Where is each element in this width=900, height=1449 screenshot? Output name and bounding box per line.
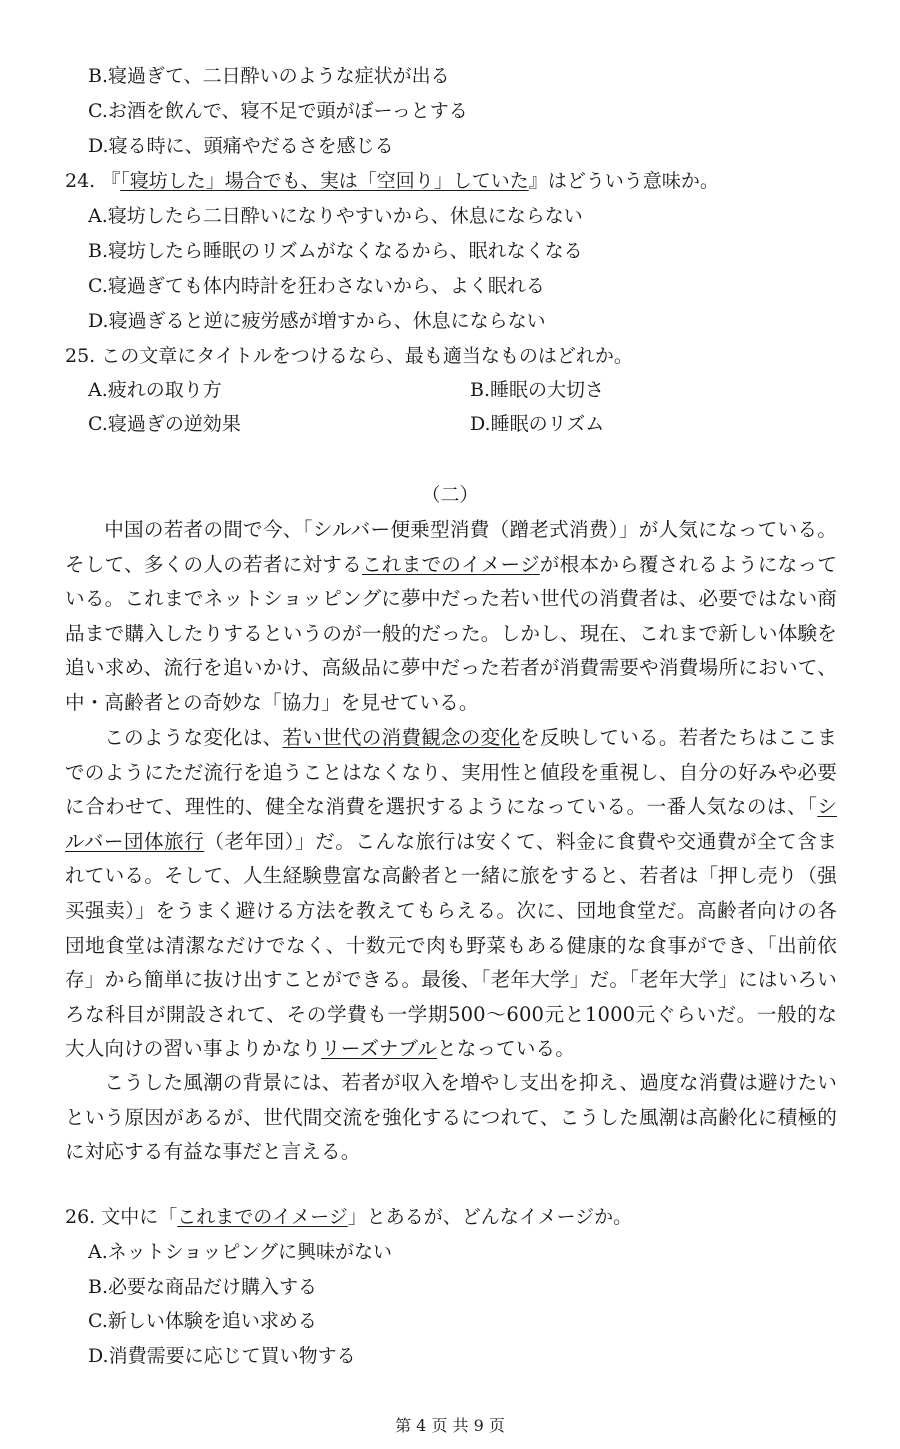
q23-option-b: B.寝過ぎて、二日酔いのような症状が出る: [88, 65, 450, 87]
passage-paragraph-3: こうした風潮の背景には、若者が収入を増やし支出を抑え、過度な消費は避けたいという原因があるが、世代間交流を強化するにつれて、こうした風潮は高齢化に積極的に対応する有益な事だと言える。: [65, 1071, 837, 1164]
q26-option-c: C.新しい体験を追い求める: [88, 1310, 317, 1332]
q24-quote-open: 『: [101, 170, 121, 192]
underlined-phrase-consumption-change: 若い世代の消費観念の変化: [282, 726, 521, 749]
q26-prefix: 26. 文中に「: [65, 1206, 178, 1228]
underlined-phrase-image: これまでのイメージ: [361, 552, 540, 576]
passage-paragraph-1: [65, 513, 837, 721]
passage-p1-text-b: が根本から覆されるようになっている。これまでネットショッピングに夢中だった若い世代の消費者は、必要ではない商品まで購入したりするというのが一般的だった。しかし、現在、これまで新しい体験を追い求め、流行を追いかけ、高級品に夢中だった若者が消費需要や消費場所において、中・高齢者との奇妙な「協力」を見せている。: [65, 552, 838, 714]
q25-option-a: A.疲れの取り方: [88, 379, 222, 401]
q26-option-b: B.必要な商品だけ購入する: [88, 1276, 318, 1298]
q23-option-d: D.寝る時に、頭痛やだるさを感じる: [88, 135, 394, 157]
passage-p2-text-c: （老年団）」だ。こんな旅行は安くて、料金に食費や交通費が全て含まれている。そして、人生経験豊富な高齢者と一緒に旅をすると、若者は「押し売り（强买强卖）」をうまく避ける方法を教えてもらえる。次に、団地食堂だ。高齢者向けの各団地食堂は清潔なだけでなく、十数元で肉も野菜もある健康的な食事ができ、「出前依存」から簡単に抜け出すことができる。最後、「老年大学」だ。「老年大学」にはいろいろな科目が開設されて、その学費も一学期500～600元と1000元ぐらいだ。一般的な大人向けの習い事よりかなり: [65, 829, 837, 1061]
q25-option-b: B.睡眠の大切さ: [470, 379, 605, 401]
passage-paragraph-2: [65, 721, 837, 1067]
q24-stem: [65, 169, 719, 193]
q25-option-d: D.睡眠のリズム: [470, 413, 605, 435]
q24-question-text: はどういう意味か。: [547, 170, 719, 192]
q26-option-d: D.消費需要に応じて買い物する: [88, 1345, 356, 1367]
q24-option-b: B.寝坊したら睡眠のリズムがなくなるから、眠れなくなる: [88, 240, 583, 262]
underlined-phrase-reasonable: リーズナブル: [321, 1037, 438, 1061]
passage-p2-text-a: このような変化は、: [104, 726, 283, 749]
q24-number: 24.: [65, 170, 96, 192]
q26-option-a: A.ネットショッピングに興味がない: [88, 1241, 393, 1263]
q26-suffix: 」とあるが、どんなイメージか。: [347, 1206, 633, 1228]
q24-option-d: D.寝過ぎると逆に疲労感が増すから、休息にならない: [88, 310, 546, 332]
q26-underlined-phrase: これまでのイメージ: [177, 1206, 348, 1228]
q25-stem: 25. この文章にタイトルをつけるなら、最も適当なものはどれか。: [65, 345, 633, 367]
q24-underlined-quote: 「寝坊した」場合でも、実は「空回り」していた: [120, 170, 529, 192]
q24-quote-close: 』: [528, 170, 548, 192]
passage-p2-text-b: を反映している。若者たちはここまでのようにただ流行を追うことはなくなり、実用性と値段を重視し、自分の好みや必要に合わせて、理性的、健全な消費を選択するようになっている。一番人気なのは、「: [65, 726, 837, 819]
underlined-phrase-silver-tour: シルバー団体旅行: [65, 795, 837, 853]
section-title: （二）: [421, 484, 479, 506]
passage-p2-text-d: となっている。: [437, 1037, 575, 1061]
q26-stem: [65, 1205, 632, 1229]
passage-p1-text-a: 中国の若者の間で今、「シルバー便乗型消費（蹭老式消费）」が人気になっている。そして、多くの人の若者に対する: [65, 518, 837, 576]
page-footer: 第 4 页 共 9 页: [395, 1416, 505, 1435]
q23-option-c: C.お酒を飲んで、寝不足で頭がぼーっとする: [88, 100, 468, 122]
q24-option-c: C.寝過ぎても体内時計を狂わさないから、よく眠れる: [88, 275, 545, 297]
q24-option-a: A.寝坊したら二日酔いになりやすいから、休息にならない: [88, 205, 583, 227]
q25-option-c: C.寝過ぎの逆効果: [88, 413, 241, 435]
